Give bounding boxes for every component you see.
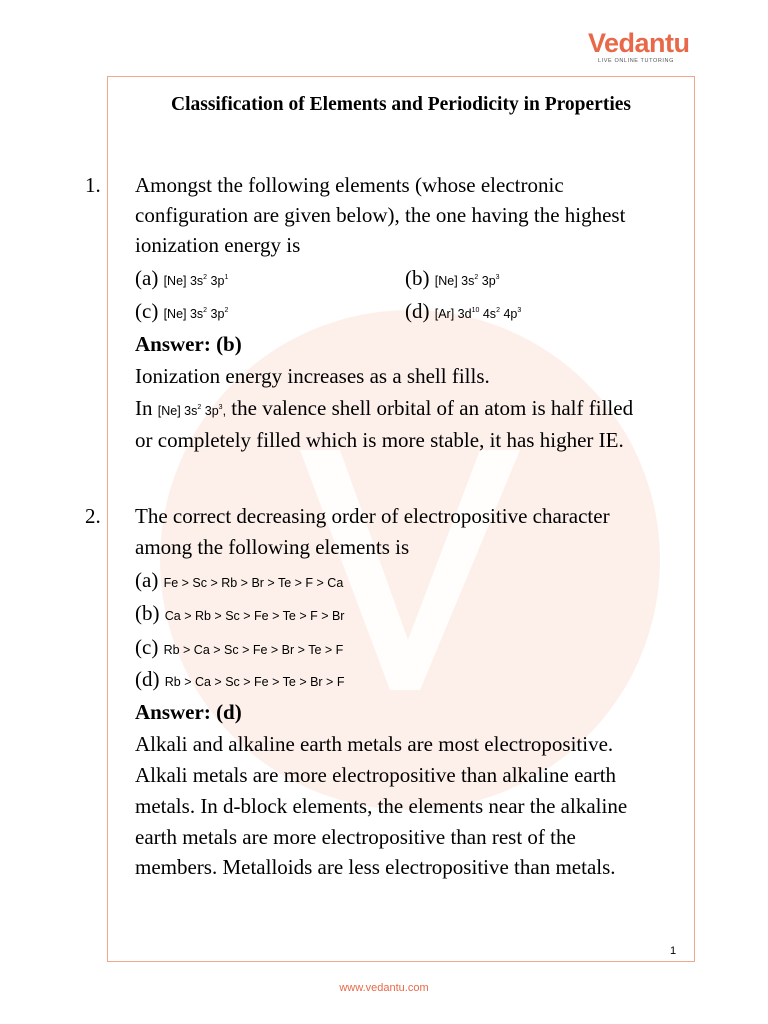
page-number: 1	[670, 945, 677, 957]
question-2-line-1: The correct decreasing order of electropositive character	[135, 504, 610, 528]
q1-option-a	[135, 263, 228, 296]
q2-option-a-text: Fe > Sc > Rb > Br > Te > F > Ca	[163, 576, 344, 590]
q1-explanation-formula: [Ne] $3s^2$ $3p^3$,	[157, 404, 227, 418]
q2-explanation-line-1: Alkali and alkaline earth metals are most electropositive.	[135, 732, 614, 756]
vedantu-logo	[588, 28, 698, 72]
footer-website-link[interactable]: www.vedantu.com	[339, 982, 429, 994]
q1-option-d	[405, 296, 521, 329]
logo-tagline: LIVE ONLINE TUTORING	[598, 58, 674, 64]
q2-option-d-text: Rb > Ca > Sc > Fe > Te > Br > F	[164, 675, 345, 689]
q2-option-b	[135, 598, 344, 631]
q2-option-b-text: Ca > Rb > Sc > Fe > Te > F > Br	[164, 609, 345, 623]
q1-explanation-line-3: or completely filled which is more stable, it has higher IE.	[135, 428, 624, 452]
q2-option-d-label: (d)	[135, 667, 160, 691]
q1-option-b	[405, 263, 500, 296]
q1-option-a-formula: [Ne] $3s^2$ $3p^1$	[163, 274, 229, 288]
q1-option-c-label: (c)	[135, 299, 159, 323]
question-1-number: 1.	[85, 173, 101, 197]
q1-option-b-formula: [Ne] $3s^2$ $3p^3$	[434, 274, 500, 288]
q2-option-a	[135, 565, 343, 598]
q2-option-b-label: (b)	[135, 601, 160, 625]
q2-explanation-line-5: members. Metalloids are less electropositive than metals.	[135, 855, 616, 879]
q2-option-c-text: Rb > Ca > Sc > Fe > Br > Te > F	[163, 643, 344, 657]
logo-wordmark: Vedantu	[588, 28, 690, 58]
q1-option-a-label: (a)	[135, 266, 159, 290]
q2-explanation-line-4: earth metals are more electropositive than rest of the	[135, 825, 576, 849]
question-1-line-2: configuration are given below), the one having the highest	[135, 203, 626, 227]
q1-option-c	[135, 296, 228, 329]
question-1-line-3: ionization energy is	[135, 233, 301, 257]
q1-explanation-line-2: In [Ne] $3s^2$ $3p^3$, the valence shell orbital of an atom is half filled	[135, 396, 634, 420]
q1-explanation-line-1: Ionization energy increases as a shell fills.	[135, 364, 490, 388]
q1-answer: Answer: (b)	[135, 332, 242, 356]
question-2-number: 2.	[85, 504, 101, 528]
q2-option-d	[135, 664, 344, 697]
question-1-line-1: Amongst the following elements (whose electronic	[135, 173, 564, 197]
q1-option-c-formula: [Ne] $3s^2$ $3p^2$	[163, 307, 229, 321]
q2-answer: Answer: (d)	[135, 700, 242, 724]
q2-explanation-line-2: Alkali metals are more electropositive than alkaline earth	[135, 763, 617, 787]
q1-option-b-label: (b)	[405, 266, 430, 290]
q2-option-c-label: (c)	[135, 635, 159, 659]
q2-option-a-label: (a)	[135, 568, 159, 592]
q2-option-c	[135, 632, 343, 665]
question-2-line-2: among the following elements is	[135, 535, 410, 559]
q1-option-d-label: (d)	[405, 299, 430, 323]
page-title: Classification of Elements and Periodicity in Properties	[170, 94, 631, 115]
q2-explanation-line-3: metals. In d-block elements, the elements near the alkaline	[135, 794, 628, 818]
q1-option-d-formula: [Ar] $3d^{10}$ $4s^2$ $4p^3$	[434, 307, 522, 321]
